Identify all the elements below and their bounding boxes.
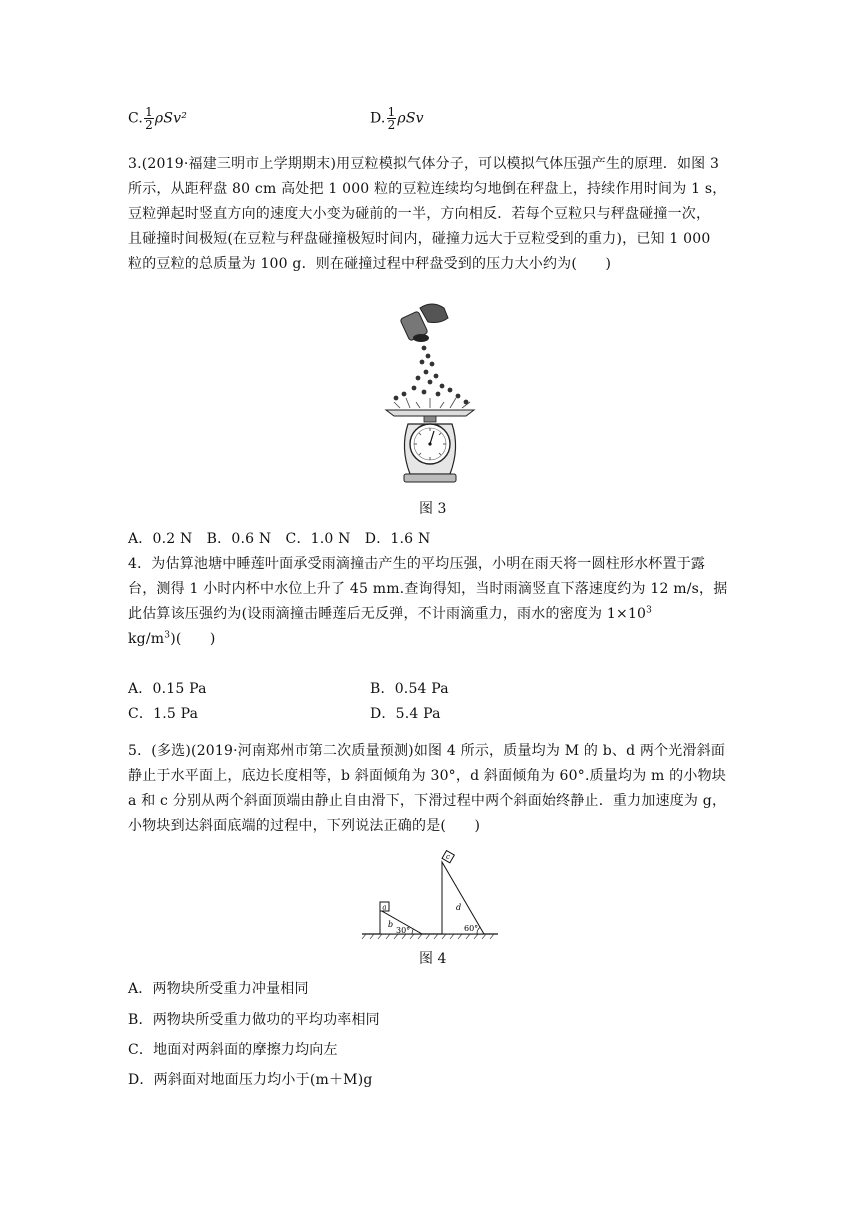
q4-line-1: 4．为估算池塘中睡莲叶面承受雨滴撞击产生的平均压强，小明在雨天将一圆柱形水杯置于露: [128, 556, 706, 572]
label-a: a: [382, 903, 387, 912]
falling-beans: [394, 346, 469, 405]
figure-3-scale: [380, 298, 480, 494]
q4-line-4: $kg/m^3$)( ): [128, 630, 216, 647]
q5-option-c: C．地面对两斜面的摩擦力均向左: [128, 1042, 338, 1058]
q3-options: A．0.2 N B．0.6 N C．1.0 N D．1.6 N: [128, 531, 431, 547]
option-label: D.: [370, 110, 386, 127]
scale-pan: [386, 410, 474, 422]
hand-pouring-icon: [400, 304, 448, 342]
q5-option-b: B．两物块所受重力做功的平均功率相同: [128, 1012, 380, 1028]
option-label: C.: [128, 110, 144, 127]
q4-line-3: 此估算该压强约为(设雨滴撞击睡莲后无反弹，不计雨滴重力，雨水的密度为 $1\times 10^3$: [128, 605, 653, 622]
q3-line-5: 粒的豆粒的总质量为 100 g．则在碰撞过程中秤盘受到的压力大小约为( ): [128, 256, 612, 272]
q5-line-4: 小物块到达斜面底端的过程中，下列说法正确的是( ): [128, 818, 481, 834]
q5-option-d: D．两斜面对地面压力均小于(m＋M)g: [128, 1072, 373, 1088]
q5-line-1: 5．(多选)(2019·河南郑州市第二次质量预测)如图 4 所示，质量均为 M 的 b、d 两个光滑斜面: [128, 743, 726, 759]
figure-3-caption: 图 3: [419, 501, 447, 517]
formula: ρSv²: [154, 110, 188, 127]
figure-4-caption: 图 4: [419, 951, 447, 967]
label-d: d: [456, 903, 462, 912]
figure-4-inclines: [360, 848, 500, 944]
formula: ρSv: [397, 110, 424, 127]
q5-line-2: 静止于水平面上，底边长度相等，b 斜面倾角为 30°，d 斜面倾角为 60°.质量均为 m 的小物块: [128, 768, 726, 784]
fraction: $\frac{1}{2}$: [145, 105, 153, 132]
q4-option-a: A．0.15 Pa: [128, 681, 207, 697]
option-d-prev: [370, 106, 570, 131]
q4-option-b: B．0.54 Pa: [370, 681, 449, 697]
angle-b-label: 30°: [396, 926, 411, 935]
q3-line-3: 豆粒弹起时竖直方向的速度大小变为碰前的一半，方向相反．若每个豆粒只与秤盘碰撞一次，: [128, 206, 711, 222]
label-c: c: [446, 853, 450, 861]
q4-option-c: C．1.5 Pa: [128, 706, 199, 722]
label-b: b: [388, 920, 394, 929]
fraction: $\frac{1}{2}$: [387, 105, 396, 132]
q4-option-d: D．5.4 Pa: [370, 706, 441, 722]
q3-line-4: 且碰撞时间极短(在豆粒与秤盘碰撞极短时间内，碰撞力远大于豆粒受到的重力)，已知 1 000: [128, 231, 711, 247]
angle-d-label: 60°: [464, 924, 479, 933]
q5-option-a: A．两物块所受重力冲量相同: [128, 981, 309, 997]
scale-body: [404, 424, 456, 482]
q4-line-2: 台，测得 1 小时内杯中水位上升了 45 mm.查询得知，当时雨滴竖直下落速度约为 12 m/s，据: [128, 581, 728, 597]
q5-line-3: a 和 c 分别从两个斜面顶端由静止自由滑下，下滑过程中两个斜面始终静止．重力加速度为 g，: [128, 793, 727, 809]
q3-line-1: 3.(2019·福建三明市上学期期末)用豆粒模拟气体分子，可以模拟气体压强产生的原理．如图 3: [128, 156, 720, 172]
q3-line-2: 所示，从距秤盘 80 cm 高处把 1 000 粒的豆粒连续均匀地倒在秤盘上，持续作用时间为 1 s，: [128, 181, 727, 197]
